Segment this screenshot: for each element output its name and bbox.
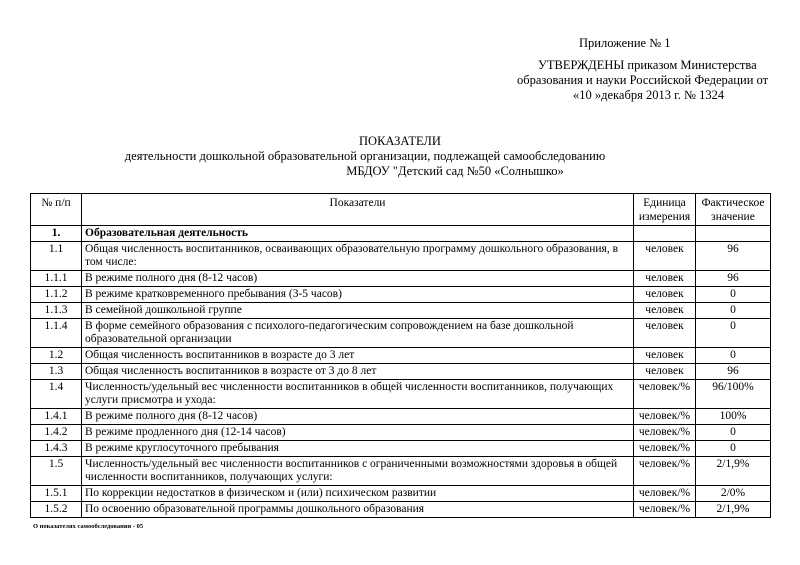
row-num: 1.5.1 (31, 486, 82, 502)
row-num: 1.5.2 (31, 502, 82, 518)
row-value: 0 (696, 425, 771, 441)
row-indicator: По коррекции недостатков в физическом и (или) психическом развитии (82, 486, 634, 502)
row-num: 1.1.4 (31, 319, 82, 348)
row-num: 1.4.2 (31, 425, 82, 441)
row-unit: человек (634, 271, 696, 287)
table-row (31, 441, 771, 457)
col-header-value (696, 194, 771, 226)
col-header-value-line1: Фактическое (701, 197, 765, 209)
row-num: 1.1 (31, 242, 82, 271)
table-row (31, 319, 771, 348)
col-header-unit-line1: Единица (643, 197, 686, 209)
row-value: 0 (696, 319, 771, 348)
row-value: 0 (696, 441, 771, 457)
row-value: 96 (696, 242, 771, 271)
page-footer: О показателях самообследования - 05 (33, 523, 144, 530)
table-row (31, 242, 771, 271)
org-name: МБДОУ "Детский сад №50 «Солнышко» (346, 164, 564, 178)
row-unit: человек (634, 319, 696, 348)
table-row (31, 380, 771, 409)
row-unit: человек (634, 364, 696, 380)
table-row (31, 303, 771, 319)
row-unit: человек (634, 287, 696, 303)
col-header-value-line2: значение (711, 211, 755, 223)
row-indicator: В режиме кратковременного пребывания (3-5 часов) (82, 287, 634, 303)
appendix-label: Приложение № 1 (579, 36, 671, 50)
row-indicator: В семейной дошкольной группе (82, 303, 634, 319)
row-unit: человек/% (634, 425, 696, 441)
row-indicator: В форме семейного образования с психолого-педагогическим сопровождением на базе дошкольной образовательной организации (82, 319, 634, 348)
row-num: 1.4.1 (31, 409, 82, 425)
row-num: 1.4 (31, 380, 82, 409)
row-unit: человек/% (634, 457, 696, 486)
approved-line-3: «10 »декабря 2013 г. № 1324 (573, 88, 725, 102)
row-indicator: Общая численность воспитанников, осваивающих образовательную программу дошкольного образования, в том числе: (82, 242, 634, 271)
row-unit: человек/% (634, 502, 696, 518)
row-num: 1.1.2 (31, 287, 82, 303)
indicators-table (30, 193, 771, 518)
row-unit: человек/% (634, 441, 696, 457)
table-row (31, 348, 771, 364)
row-unit: человек (634, 348, 696, 364)
col-header-unit-line2: измерения (638, 211, 691, 223)
row-value: 2/0% (696, 486, 771, 502)
table-row (31, 364, 771, 380)
row-unit: человек (634, 303, 696, 319)
row-indicator: Образовательная деятельность (82, 226, 634, 242)
table-row (31, 457, 771, 486)
table-row (31, 486, 771, 502)
row-unit (634, 226, 696, 242)
row-unit: человек (634, 242, 696, 271)
table-row (31, 271, 771, 287)
approved-line-1: УТВЕРЖДЕНЫ приказом Министерства (538, 58, 757, 72)
table-row (31, 502, 771, 518)
row-indicator: В режиме круглосуточного пребывания (82, 441, 634, 457)
col-header-num: № п/п (31, 194, 82, 226)
row-value: 96 (696, 364, 771, 380)
doc-subtitle: деятельности дошкольной образовательной организации, подлежащей самообследованию (124, 149, 606, 163)
row-num: 1.1.3 (31, 303, 82, 319)
table-row (31, 409, 771, 425)
row-num: 1. (31, 226, 82, 242)
row-indicator: По освоению образовательной программы дошкольного образования (82, 502, 634, 518)
row-value: 100% (696, 409, 771, 425)
table-row (31, 226, 771, 242)
row-value (696, 226, 771, 242)
row-indicator: Численность/удельный вес численности воспитанников с ограниченными возможностями здоровья в общей численности воспитанников, получающих услуги: (82, 457, 634, 486)
row-num: 1.3 (31, 364, 82, 380)
table-header-row (31, 194, 771, 226)
row-indicator: В режиме продленного дня (12-14 часов) (82, 425, 634, 441)
table-row (31, 287, 771, 303)
row-indicator: В режиме полного дня (8-12 часов) (82, 271, 634, 287)
row-value: 0 (696, 303, 771, 319)
col-header-unit (634, 194, 696, 226)
row-value: 96/100% (696, 380, 771, 409)
col-header-indicator: Показатели (82, 194, 634, 226)
row-indicator: В режиме полного дня (8-12 часов) (82, 409, 634, 425)
row-indicator: Общая численность воспитанников в возрасте от 3 до 8 лет (82, 364, 634, 380)
row-num: 1.4.3 (31, 441, 82, 457)
row-num: 1.5 (31, 457, 82, 486)
table-row (31, 425, 771, 441)
row-indicator: Общая численность воспитанников в возрасте до 3 лет (82, 348, 634, 364)
row-value: 2/1,9% (696, 502, 771, 518)
doc-title: ПОКАЗАТЕЛИ (359, 134, 441, 148)
row-unit: человек/% (634, 380, 696, 409)
row-unit: человек/% (634, 409, 696, 425)
row-num: 1.1.1 (31, 271, 82, 287)
row-value: 96 (696, 271, 771, 287)
row-num: 1.2 (31, 348, 82, 364)
row-value: 2/1,9% (696, 457, 771, 486)
row-value: 0 (696, 287, 771, 303)
row-indicator: Численность/удельный вес численности воспитанников в общей численности воспитанников, получающих услуги присмотра и ухода: (82, 380, 634, 409)
approved-line-2: образования и науки Российской Федерации от (517, 73, 769, 87)
row-unit: человек/% (634, 486, 696, 502)
row-value: 0 (696, 348, 771, 364)
